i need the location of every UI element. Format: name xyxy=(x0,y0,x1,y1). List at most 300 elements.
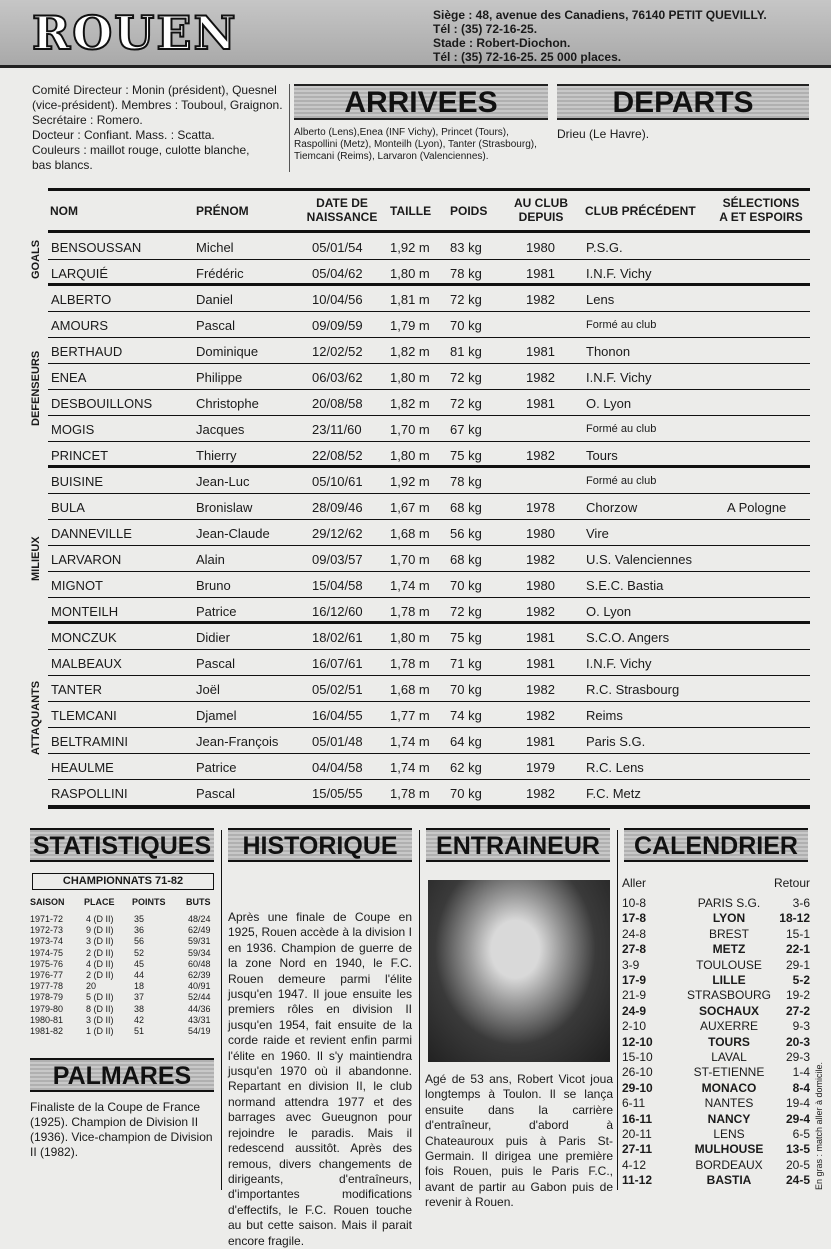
calendrier-title: CALENDRIER xyxy=(634,832,798,860)
player-date: 29/12/62 xyxy=(312,526,363,541)
player-nom: MOGIS xyxy=(51,422,95,437)
player-poids: 83 kg xyxy=(450,240,482,255)
player-date: 28/09/46 xyxy=(312,500,363,515)
player-taille: 1,74 m xyxy=(390,760,430,775)
stats-cell: 1971-72 xyxy=(30,914,64,924)
stats-cell: 1 (D II) xyxy=(86,1026,114,1036)
cal-team: MULHOUSE xyxy=(694,1142,764,1157)
stats-cell: 1976-77 xyxy=(30,970,64,980)
entraineur-title: ENTRAINEUR xyxy=(436,832,600,860)
player-depuis: 1982 xyxy=(526,370,555,385)
cal-retour: 19-4 xyxy=(785,1096,810,1111)
player-poids: 71 kg xyxy=(450,656,482,671)
player-club-precedent: Paris S.G. xyxy=(586,734,646,749)
cal-retour: 27-2 xyxy=(785,1003,810,1018)
stats-cell: 52 xyxy=(134,947,145,958)
stats-cell: 3 (D II) xyxy=(86,936,114,947)
cal-retour: 29-4 xyxy=(785,1111,810,1126)
player-poids: 70 kg xyxy=(450,682,482,697)
player-nom: DANNEVILLE xyxy=(51,526,132,541)
cal-team: LENS xyxy=(713,1127,745,1141)
stats-cell: 44/36 xyxy=(188,1003,211,1014)
player-prenom: Thierry xyxy=(196,448,237,463)
player-depuis: 1982 xyxy=(526,786,555,801)
player-club-precedent: R.C. Lens xyxy=(586,760,644,775)
player-depuis: 1982 xyxy=(526,448,555,463)
player-prenom: Christophe xyxy=(196,396,259,411)
player-club-precedent: Formé au club xyxy=(586,319,657,331)
player-depuis: 1981 xyxy=(526,630,555,645)
player-date: 16/12/60 xyxy=(312,604,363,619)
stats-title: STATISTIQUES xyxy=(32,832,212,860)
cal-team: ST-ETIENNE xyxy=(693,1065,765,1080)
divider xyxy=(419,830,420,1190)
player-nom: BERTHAUD xyxy=(51,344,123,359)
stats-cell: 36 xyxy=(134,925,145,936)
player-date: 05/10/61 xyxy=(312,474,363,489)
table-row xyxy=(48,624,810,650)
col-nom: NOM xyxy=(50,204,78,218)
player-taille: 1,78 m xyxy=(390,604,430,619)
player-poids: 70 kg xyxy=(450,578,482,593)
tel1: Tél : (35) 72-16-25. xyxy=(433,22,538,36)
departs-header xyxy=(557,84,809,120)
table-row xyxy=(48,442,810,468)
cal-retour: 5-2 xyxy=(792,973,810,987)
cal-team: BASTIA xyxy=(706,1173,752,1188)
stats-cell: 2 (D II) xyxy=(86,947,114,958)
palmares-header xyxy=(30,1058,214,1092)
table-row xyxy=(48,546,810,572)
calendrier-header xyxy=(624,828,808,862)
player-taille: 1,79 m xyxy=(390,318,430,333)
cal-retour: 9-3 xyxy=(792,1019,810,1034)
palmares-text: Finaliste de la Coupe de France (1925). Champion de Division II (1936). Vice-champion de Division II (1982). xyxy=(30,1100,213,1159)
cal-aller: 11-12 xyxy=(622,1173,653,1188)
stats-cell: 62/39 xyxy=(188,970,211,980)
table-row xyxy=(48,312,810,338)
player-date: 05/02/51 xyxy=(312,682,363,697)
historique-header xyxy=(228,828,412,862)
cal-team: TOURS xyxy=(708,1034,750,1049)
stats-cell: 56 xyxy=(134,936,145,947)
stats-cell: 9 (D II) xyxy=(86,925,114,936)
col-club: AU CLUB DEPUIS xyxy=(514,196,568,224)
arrivees-title: ARRIVEES xyxy=(344,86,498,119)
stats-cell: 45 xyxy=(134,958,145,969)
player-nom: MONTEILH xyxy=(51,604,119,619)
player-prenom: Pascal xyxy=(196,786,236,801)
table-row xyxy=(48,650,810,676)
cal-retour: 24-5 xyxy=(785,1173,810,1188)
player-taille: 1,82 m xyxy=(390,396,430,411)
player-prenom: Bronislaw xyxy=(196,500,253,515)
stats-cell: 52/44 xyxy=(188,992,211,1003)
cal-aller: 12-10 xyxy=(622,1034,653,1049)
player-prenom: Pascal xyxy=(196,318,236,333)
cal-aller: 3-9 xyxy=(622,957,640,972)
col-poids: POIDS xyxy=(450,204,488,218)
player-taille: 1,78 m xyxy=(390,656,430,671)
player-club-precedent: S.C.O. Angers xyxy=(586,630,670,645)
player-date: 18/02/61 xyxy=(312,630,363,645)
group-defenseurs: DEFENSEURS xyxy=(30,350,42,427)
stats-col-header: SAISON xyxy=(30,897,65,907)
stats-cell: 1972-73 xyxy=(30,925,64,936)
stats-subtitle: CHAMPIONNATS 71-82 xyxy=(32,873,214,890)
table-row xyxy=(48,702,810,728)
stats-col-header: BUTS xyxy=(186,897,211,907)
player-prenom: Jacques xyxy=(196,422,245,437)
player-prenom: Philippe xyxy=(196,370,243,385)
stats-cell: 1979-80 xyxy=(30,1003,64,1014)
cal-team: STRASBOURG xyxy=(686,988,771,1003)
player-taille: 1,80 m xyxy=(390,448,430,463)
arrivees-text: Alberto (Lens),Enea (INF Vichy), Princet (Tours), Raspollini (Metz), Monteilh (Lyon), Tanter (Strasbourg), Tiemcani (Reims), Larvaron (Valenciennes). xyxy=(294,127,537,162)
cal-team: NANCY xyxy=(707,1111,751,1126)
officials-line: Comité Directeur : Monin (président), Quesnel xyxy=(32,83,277,97)
player-date: 10/04/56 xyxy=(312,292,363,307)
player-poids: 75 kg xyxy=(450,630,482,645)
group-attaquants: ATTAQUANTS xyxy=(30,680,42,756)
player-prenom: Frédéric xyxy=(196,266,244,281)
stats-cell: 1978-79 xyxy=(30,992,64,1003)
player-club-precedent: O. Lyon xyxy=(586,604,632,619)
stade: Stade : Robert-Diochon. xyxy=(433,36,571,50)
player-prenom: Didier xyxy=(196,630,230,645)
siege: Siège : 48, avenue des Canadiens, 76140 PETIT QUEVILLY. xyxy=(433,8,767,22)
player-poids: 70 kg xyxy=(450,786,482,801)
player-poids: 68 kg xyxy=(450,500,482,515)
stats-cell: 20 xyxy=(86,981,97,992)
divider xyxy=(617,830,618,1190)
cal-team: LYON xyxy=(712,911,746,926)
player-taille: 1,81 m xyxy=(390,292,430,307)
club-name: ROUEN xyxy=(32,6,238,60)
cal-team: AUXERRE xyxy=(699,1019,758,1034)
player-depuis: 1981 xyxy=(526,266,555,281)
player-prenom: Daniel xyxy=(196,292,233,307)
cal-team: LAVAL xyxy=(711,1050,747,1064)
player-taille: 1,77 m xyxy=(390,708,430,723)
player-poids: 72 kg xyxy=(450,604,482,619)
player-depuis: 1982 xyxy=(526,292,555,307)
player-depuis: 1980 xyxy=(526,578,555,593)
player-date: 09/09/59 xyxy=(312,318,363,333)
cal-aller: 26-10 xyxy=(622,1065,653,1080)
stats-cell: 3 (D II) xyxy=(86,1014,114,1025)
player-nom: ALBERTO xyxy=(51,292,112,307)
player-club-precedent: P.S.G. xyxy=(586,240,623,255)
table-row xyxy=(48,780,810,806)
palmares-title: PALMARES xyxy=(52,1062,192,1090)
player-prenom: Joël xyxy=(196,682,220,697)
stats-cell: 59/31 xyxy=(188,936,211,947)
club-address xyxy=(433,8,767,64)
table-row xyxy=(48,390,810,416)
player-depuis: 1981 xyxy=(526,344,555,359)
stats-cell: 35 xyxy=(134,914,145,924)
cal-aller: 27-8 xyxy=(622,942,647,957)
cal-retour: 20-3 xyxy=(785,1034,810,1049)
player-date: 05/01/54 xyxy=(312,240,363,255)
officials-line: Couleurs : maillot rouge, culotte blanche, xyxy=(32,143,250,157)
stats-cell: 1980-81 xyxy=(30,1014,64,1025)
stats-cell: 43/31 xyxy=(188,1014,211,1025)
stats-cell: 2 (D II) xyxy=(86,970,114,980)
player-date: 20/08/58 xyxy=(312,396,363,411)
player-taille: 1,67 m xyxy=(390,500,430,515)
player-poids: 68 kg xyxy=(450,552,482,567)
col-prec: CLUB PRÉCÉDENT xyxy=(585,204,696,218)
player-poids: 81 kg xyxy=(450,344,482,359)
stats-cell: 38 xyxy=(134,1003,145,1014)
group-milieux: MILIEUX xyxy=(30,536,42,582)
player-nom: DESBOUILLONS xyxy=(51,396,153,411)
cal-team: NANTES xyxy=(704,1096,754,1111)
officials-line: Secrétaire : Romero. xyxy=(32,113,143,127)
player-date: 06/03/62 xyxy=(312,370,363,385)
cal-retour: 8-4 xyxy=(792,1080,810,1095)
player-prenom: Jean-Luc xyxy=(196,474,250,489)
player-depuis: 1978 xyxy=(526,500,555,515)
player-prenom: Alain xyxy=(196,552,225,567)
entraineur-text: Agé de 53 ans, Robert Vicot joua longtemps à Toulon. Il se lança ensuite dans la carrière d'entraîneur, d'abord à Chateauroux puis à Paris St-Germain. Il dirigea une première fois Rouen, puis le Paris F.C., avant de partir au Gabon puis de revenir à Rouen. xyxy=(425,1072,613,1210)
player-prenom: Jean-François xyxy=(196,734,279,749)
cal-retour: 13-5 xyxy=(785,1142,810,1157)
stats-cell: 54/19 xyxy=(188,1026,211,1036)
cal-aller: 10-8 xyxy=(622,896,647,910)
cal-retour: 15-1 xyxy=(785,926,810,941)
stats-cell: 1974-75 xyxy=(30,947,64,958)
player-club-precedent: I.N.F. Vichy xyxy=(586,266,652,281)
player-poids: 72 kg xyxy=(450,370,482,385)
stats-cell: 1975-76 xyxy=(30,958,64,969)
cal-retour: 22-1 xyxy=(785,942,810,957)
player-nom: LARVARON xyxy=(51,552,122,567)
cal-aller: 24-8 xyxy=(622,926,647,941)
player-poids: 72 kg xyxy=(450,292,482,307)
player-date: 15/04/58 xyxy=(312,578,363,593)
player-club-precedent: S.E.C. Bastia xyxy=(586,578,664,593)
player-poids: 78 kg xyxy=(450,266,482,281)
cal-aller: 17-8 xyxy=(622,911,647,926)
cal-team: MONACO xyxy=(701,1080,757,1095)
table-row xyxy=(48,234,810,260)
stats-cell: 44 xyxy=(134,970,145,980)
arrivees-header xyxy=(294,84,548,120)
cal-aller: 4-12 xyxy=(622,1157,647,1172)
cal-aller: 15-10 xyxy=(622,1050,653,1064)
stats-col-header: POINTS xyxy=(132,897,166,907)
player-poids: 78 kg xyxy=(450,474,482,489)
stats-cell: 4 (D II) xyxy=(86,958,114,969)
player-nom: MALBEAUX xyxy=(51,656,122,671)
table-row xyxy=(48,598,810,624)
table-row xyxy=(48,728,810,754)
player-poids: 62 kg xyxy=(450,760,482,775)
player-date: 05/04/62 xyxy=(312,266,363,281)
player-nom: RASPOLLINI xyxy=(51,786,128,801)
stats-cell: 37 xyxy=(134,992,145,1003)
player-nom: BUISINE xyxy=(51,474,104,489)
cal-retour: 3-6 xyxy=(792,896,810,910)
cal-aller: 24-9 xyxy=(622,1003,647,1018)
cal-team: TOULOUSE xyxy=(696,957,762,972)
player-date: 12/02/52 xyxy=(312,344,363,359)
stats-cell: 62/49 xyxy=(188,925,211,936)
player-taille: 1,92 m xyxy=(390,240,430,255)
historique-title: HISTORIQUE xyxy=(242,832,398,860)
table-rule xyxy=(48,188,810,191)
cal-aller: 29-10 xyxy=(622,1080,653,1095)
player-prenom: Dominique xyxy=(196,344,259,359)
player-depuis: 1982 xyxy=(526,604,555,619)
player-nom: HEAULME xyxy=(51,760,114,775)
stats-cell: 60/48 xyxy=(188,958,211,969)
table-row xyxy=(48,260,810,286)
stats-cell: 48/24 xyxy=(188,914,211,924)
cal-aller: 21-9 xyxy=(622,988,647,1003)
player-poids: 72 kg xyxy=(450,396,482,411)
player-depuis: 1981 xyxy=(526,396,555,411)
stats-cell: 1977-78 xyxy=(30,981,64,992)
stats-cell: 8 (D II) xyxy=(86,1003,114,1014)
table-row xyxy=(48,286,810,312)
entraineur-header xyxy=(426,828,610,862)
cal-aller: 27-11 xyxy=(622,1142,653,1157)
cal-team: METZ xyxy=(712,942,746,957)
player-taille: 1,70 m xyxy=(390,552,430,567)
table-row xyxy=(48,494,810,520)
cal-retour: 1-4 xyxy=(792,1065,810,1080)
player-club-precedent: Vire xyxy=(586,526,609,541)
player-nom: ENEA xyxy=(51,370,87,385)
player-club-precedent: Thonon xyxy=(586,344,631,359)
player-date: 05/01/48 xyxy=(312,734,363,749)
player-poids: 75 kg xyxy=(450,448,482,463)
player-prenom: Bruno xyxy=(196,578,231,593)
player-nom: BELTRAMINI xyxy=(51,734,129,749)
aller-label: Aller xyxy=(622,876,647,890)
player-depuis: 1981 xyxy=(526,734,555,749)
player-date: 04/04/58 xyxy=(312,760,363,775)
player-nom: BENSOUSSAN xyxy=(51,240,142,255)
stats-cell: 1973-74 xyxy=(30,936,64,947)
player-club-precedent: Tours xyxy=(586,448,618,463)
officials-line: (vice-président). Membres : Touboul, Graignon. xyxy=(32,98,283,112)
table-row xyxy=(48,572,810,598)
divider xyxy=(221,830,222,1190)
cal-retour: 29-1 xyxy=(785,957,810,972)
stats-cell: 51 xyxy=(134,1026,145,1036)
stats-header xyxy=(30,828,214,862)
col-sel: SÉLECTIONS A ET ESPOIRS xyxy=(719,196,803,224)
group-goals: GOALS xyxy=(30,239,42,279)
retour-label: Retour xyxy=(773,876,810,890)
player-taille: 1,78 m xyxy=(390,786,430,801)
officials-line: Docteur : Confiant. Mass. : Scatta. xyxy=(32,128,215,142)
cal-aller: 6-11 xyxy=(622,1096,646,1111)
player-date: 16/04/55 xyxy=(312,708,363,723)
cal-aller: 20-11 xyxy=(622,1127,652,1141)
player-poids: 64 kg xyxy=(450,734,482,749)
player-taille: 1,74 m xyxy=(390,578,430,593)
player-club-precedent: I.N.F. Vichy xyxy=(586,370,652,385)
stats-cell: 4 (D II) xyxy=(86,914,114,924)
cal-team: BREST xyxy=(708,926,749,941)
player-taille: 1,68 m xyxy=(390,526,430,541)
table-rule xyxy=(48,230,810,233)
cal-team: BORDEAUX xyxy=(695,1157,763,1172)
player-taille: 1,68 m xyxy=(390,682,430,697)
player-depuis: 1979 xyxy=(526,760,555,775)
player-taille: 1,74 m xyxy=(390,734,430,749)
player-poids: 70 kg xyxy=(450,318,482,333)
player-club-precedent: F.C. Metz xyxy=(586,786,641,801)
player-nom: LARQUIÉ xyxy=(51,266,109,281)
departs-text: Drieu (Le Havre). xyxy=(557,127,650,141)
player-club-precedent: Chorzow xyxy=(586,500,638,515)
cal-retour: 19-2 xyxy=(785,988,810,1003)
player-date: 22/08/52 xyxy=(312,448,363,463)
table-row xyxy=(48,754,810,780)
player-prenom: Patrice xyxy=(196,760,237,775)
player-club-precedent: U.S. Valenciennes xyxy=(586,552,692,567)
player-date: 09/03/57 xyxy=(312,552,363,567)
player-nom: MONCZUK xyxy=(51,630,117,645)
player-poids: 74 kg xyxy=(450,708,482,723)
table-row xyxy=(48,338,810,364)
player-depuis: 1982 xyxy=(526,682,555,697)
cal-retour: 29-3 xyxy=(785,1050,810,1064)
player-depuis: 1980 xyxy=(526,240,555,255)
player-prenom: Michel xyxy=(196,240,234,255)
player-taille: 1,80 m xyxy=(390,630,430,645)
player-taille: 1,80 m xyxy=(390,266,430,281)
player-nom: AMOURS xyxy=(51,318,109,333)
player-club-precedent: Reims xyxy=(586,708,623,723)
stats-cell: 59/34 xyxy=(188,947,211,958)
officials-line: bas blancs. xyxy=(32,158,93,172)
player-depuis: 1981 xyxy=(526,656,555,671)
col-date: DATE DE NAISSANCE xyxy=(306,196,378,224)
divider xyxy=(289,84,290,172)
player-nom: BULA xyxy=(51,500,85,515)
player-club-precedent: R.C. Strasbourg xyxy=(586,682,680,697)
historique-text: Après une finale de Coupe en 1925, Rouen accède à la division I en 1936. Champion de guerre de la zone Nord en 1940, le F.C. Rouen demeure parmi l'élite jusqu'en 1947. Il joue ensuite les premiers rôles en division II jusqu'en 1954, fait ensuite de la corde raide et revient enfin parmi l'élite en 1960. Il s'y maintiendra jusqu'en 1970 où il abandonne. Repartant en division II, le club normand attendra 1977 et des barrages avec Gueugnon pour rejoindre le paradis. Mais il redescend aussitôt. Après des remous, divers changements de dirigeants, d'entraîneurs, d'importantes modifications d'effectifs, le F.C. Rouen touche au but cette saison. Mais il parait encore fragile. xyxy=(228,910,412,1248)
player-club-precedent: Lens xyxy=(586,292,615,307)
player-depuis: 1982 xyxy=(526,552,555,567)
stats-col-header: PLACE xyxy=(84,897,115,907)
player-date: 23/11/60 xyxy=(312,422,362,437)
player-selections: A Pologne xyxy=(727,500,787,515)
stats-cell: 18 xyxy=(134,981,145,992)
club-officials xyxy=(32,83,287,173)
table-row xyxy=(48,468,810,494)
player-prenom: Jean-Claude xyxy=(196,526,270,541)
player-poids: 67 kg xyxy=(450,422,482,437)
player-taille: 1,80 m xyxy=(390,370,430,385)
stats-cell: 1981-82 xyxy=(30,1026,64,1036)
stats-cell: 40/91 xyxy=(188,981,211,992)
player-poids: 56 kg xyxy=(450,526,482,541)
player-nom: MIGNOT xyxy=(51,578,103,593)
cal-team: SOCHAUX xyxy=(698,1003,759,1018)
player-club-precedent: I.N.F. Vichy xyxy=(586,656,652,671)
player-nom: TANTER xyxy=(51,682,103,697)
player-taille: 1,82 m xyxy=(390,344,430,359)
